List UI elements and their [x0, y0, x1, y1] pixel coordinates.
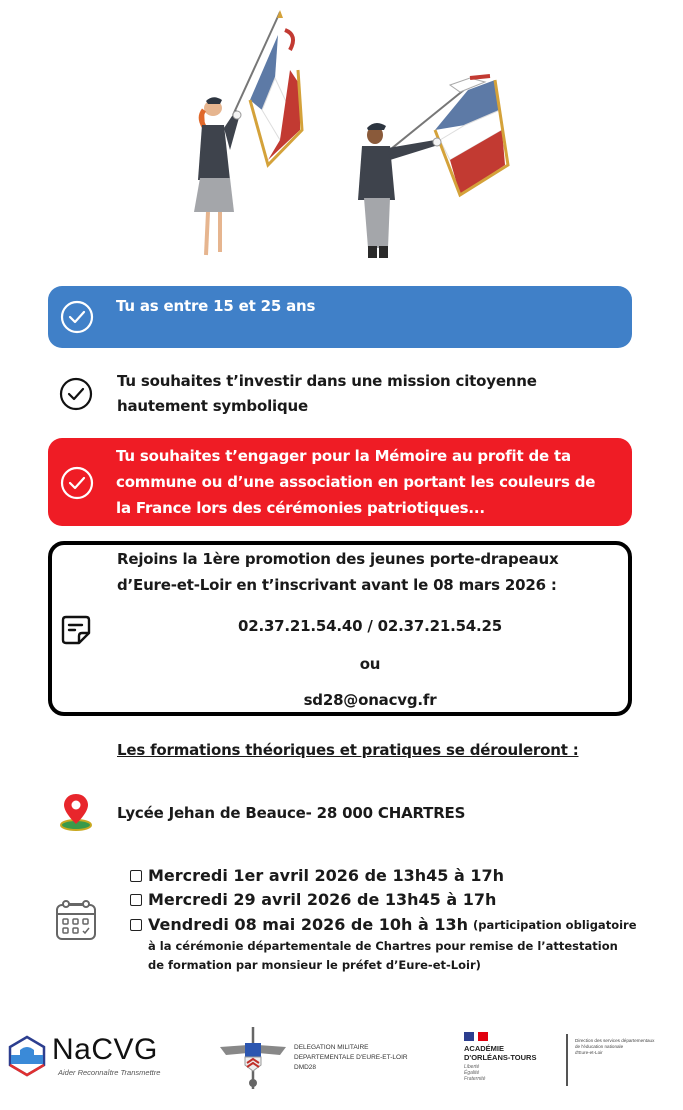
- date-label: Mercredi 29 avril 2026 de 13h45 à 17h: [148, 890, 497, 909]
- registration-phones[interactable]: 02.37.21.54.40 / 02.37.21.54.25: [237, 617, 503, 635]
- check-circle-icon: [60, 300, 94, 334]
- criterion-age-box: [48, 286, 632, 348]
- academie-desc1: Direction des services départementaux: [575, 1038, 655, 1043]
- registration-email[interactable]: sd28@onacvg.fr: [303, 691, 437, 709]
- academie-line1: ACADÉMIE: [464, 1044, 505, 1053]
- registration-or: ou: [359, 655, 381, 673]
- academie-line2: D'ORLÉANS-TOURS: [464, 1053, 537, 1062]
- marianne-flag-icon: [464, 1032, 490, 1042]
- dmd28-line2: DEPARTEMENTALE D'EURE-ET-LOIR: [294, 1054, 408, 1061]
- location-pin-icon: [58, 792, 94, 832]
- academie-desc2: de l'éducation nationale: [575, 1044, 624, 1049]
- criterion-mission-line2: hautement symbolique: [117, 397, 308, 415]
- criterion-memory-line2: commune ou d’une association en portant les couleurs de: [116, 473, 596, 491]
- date-note-line3: de formation par monsieur le préfet d’Eure-et-Loir): [148, 958, 481, 972]
- date-item: [130, 914, 637, 936]
- registration-line2: d’Eure-et-Loir en t’inscrivant avant le 08 mars 2026 :: [117, 576, 557, 594]
- date-note-line2: à la cérémonie départementale de Chartres pour remise de l’attestation: [148, 939, 618, 953]
- male-flag-bearer: [358, 76, 508, 258]
- criterion-memory-line3: la France lors des cérémonies patriotiques...: [116, 499, 485, 517]
- criterion-memory-box: [48, 438, 632, 526]
- onacvg-logo: [6, 1035, 176, 1080]
- academie-motto2: Égalité: [464, 1070, 480, 1076]
- training-heading: Les formations théoriques et pratiques se dérouleront :: [117, 741, 579, 759]
- academie-desc3: d'Eure-et-Loir: [575, 1050, 603, 1055]
- onacvg-tagline: Aider Reconnaître Transmettre: [58, 1068, 161, 1077]
- criterion-age-text: Tu as entre 15 et 25 ans: [116, 297, 316, 315]
- military-emblem-icon: [218, 1025, 288, 1093]
- registration-box: [48, 541, 632, 716]
- date-note-start: (participation obligatoire: [473, 918, 637, 932]
- check-circle-icon: [59, 377, 93, 411]
- date-label: Vendredi 08 mai 2026 de 10h à 13h: [148, 915, 469, 934]
- date-checkbox[interactable]: [130, 870, 142, 882]
- check-circle-icon: [60, 466, 94, 500]
- dmd28-logo: [218, 1025, 438, 1095]
- female-flag-bearer: [194, 10, 302, 255]
- calendar-icon: [53, 897, 99, 943]
- date-checkbox[interactable]: [130, 894, 142, 906]
- onacvg-emblem-icon: [6, 1035, 48, 1077]
- flag-bearers-illustration: [150, 0, 550, 270]
- logo-divider: [566, 1034, 568, 1086]
- criterion-mission-line1: Tu souhaites t’investir dans une mission citoyenne: [117, 372, 537, 390]
- academie-motto1: Liberté: [464, 1064, 480, 1070]
- onacvg-name: NaCVG: [52, 1033, 158, 1066]
- date-checkbox[interactable]: [130, 919, 142, 931]
- date-item: [130, 865, 504, 887]
- dmd28-line1: DELEGATION MILITAIRE: [294, 1044, 369, 1051]
- registration-line1: Rejoins la 1ère promotion des jeunes porte-drapeaux: [117, 550, 559, 568]
- academie-logo: [462, 1032, 682, 1092]
- date-item: [130, 889, 496, 911]
- academie-motto3: Fraternité: [464, 1076, 486, 1082]
- date-label: Mercredi 1er avril 2026 de 13h45 à 17h: [148, 866, 504, 885]
- dmd28-line3: DMD28: [294, 1064, 317, 1071]
- training-location: Lycée Jehan de Beauce- 28 000 CHARTRES: [117, 804, 466, 822]
- criterion-memory-line1: Tu souhaites t’engager pour la Mémoire au profit de ta: [116, 447, 571, 465]
